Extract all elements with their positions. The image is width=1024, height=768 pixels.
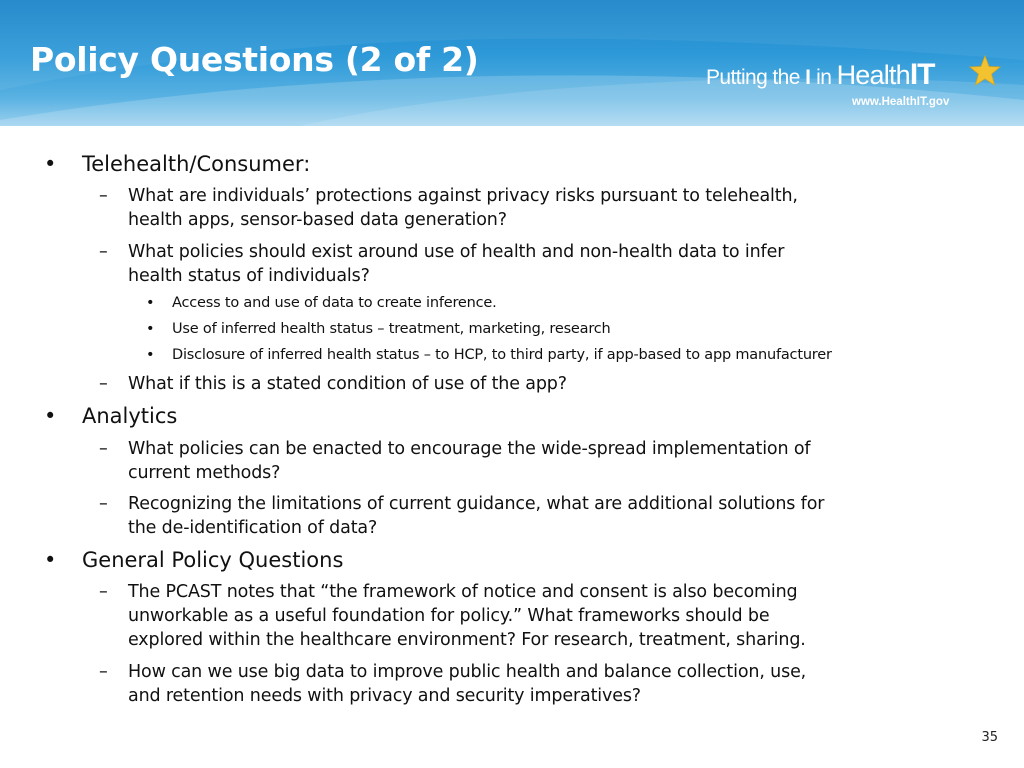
logo-text-health: Health bbox=[836, 60, 910, 90]
sub-bullet-item bbox=[99, 660, 978, 708]
dash-marker: – bbox=[99, 582, 108, 602]
sub-bullet-line: How can we use big data to improve public health and balance collection, use, bbox=[128, 662, 807, 682]
sub-bullet-line: current methods? bbox=[128, 463, 281, 483]
bullet-text: Analytics bbox=[82, 404, 178, 428]
bullet-marker: • bbox=[44, 548, 57, 572]
sub-bullet-line: health apps, sensor-based data generation? bbox=[128, 210, 507, 230]
bullet-marker: • bbox=[146, 295, 155, 311]
bullet-marker: • bbox=[146, 347, 155, 363]
bullet-marker: • bbox=[146, 321, 155, 337]
sub-bullet-item bbox=[99, 372, 978, 396]
sub-bullet-line: unworkable as a useful foundation for policy.” What frameworks should be bbox=[128, 606, 770, 626]
bullet-marker: • bbox=[44, 152, 57, 176]
bullet-item-telehealth bbox=[44, 152, 982, 176]
sub-bullet-item bbox=[99, 437, 978, 485]
logo-text-in: in bbox=[816, 66, 832, 89]
sub-bullet-line: explored within the healthcare environment? For research, treatment, sharing. bbox=[128, 630, 806, 650]
logo-text-it: IT bbox=[909, 58, 935, 91]
logo-url: www.HealthIT.gov bbox=[852, 96, 950, 108]
sub-bullet-line: What if this is a stated condition of use of the app? bbox=[128, 374, 567, 394]
sub-bullet-item bbox=[99, 580, 978, 652]
dash-marker: – bbox=[99, 439, 108, 459]
sub-bullet-line: What policies should exist around use of health and non-health data to infer bbox=[128, 242, 785, 262]
bullet-marker: • bbox=[44, 404, 57, 428]
sub-bullet-line: What are individuals’ protections against privacy risks pursuant to telehealth, bbox=[128, 186, 798, 206]
logo-text-i: I bbox=[805, 66, 811, 89]
sub-bullet-item bbox=[99, 184, 978, 232]
sub-sub-bullet-item bbox=[146, 293, 1002, 313]
sub-sub-bullet-item bbox=[146, 345, 1002, 365]
sub-bullet-line: the de-identification of data? bbox=[128, 518, 378, 538]
sub-bullet-line: health status of individuals? bbox=[128, 266, 370, 286]
sub-bullet-line: Recognizing the limitations of current guidance, what are additional solutions for bbox=[128, 494, 825, 514]
bullet-item-analytics bbox=[44, 404, 982, 428]
sub-bullet-line: and retention needs with privacy and security imperatives? bbox=[128, 686, 641, 706]
sub-bullet-line: What policies can be enacted to encourage the wide-spread implementation of bbox=[128, 439, 811, 459]
sub-bullet-line: The PCAST notes that “the framework of notice and consent is also becoming bbox=[128, 582, 798, 602]
dash-marker: – bbox=[99, 374, 108, 394]
page-number: 35 bbox=[981, 730, 998, 745]
dash-marker: – bbox=[99, 242, 108, 262]
dash-marker: – bbox=[99, 662, 108, 682]
logo-text-putting: Putting the bbox=[706, 66, 800, 89]
dash-marker: – bbox=[99, 186, 108, 206]
bullet-text: Telehealth/Consumer: bbox=[82, 152, 311, 176]
bullet-item-general-policy bbox=[44, 548, 982, 572]
sub-sub-bullet-text: Disclosure of inferred health status – to HCP, to third party, if app-based to app manufacturer bbox=[172, 347, 832, 363]
sub-bullet-item bbox=[99, 492, 978, 540]
bullet-text: General Policy Questions bbox=[82, 548, 344, 572]
sub-sub-bullet-text: Use of inferred health status – treatment, marketing, research bbox=[172, 321, 611, 337]
sub-sub-bullet-text: Access to and use of data to create inference. bbox=[172, 295, 497, 311]
dash-marker: – bbox=[99, 494, 108, 514]
sub-sub-bullet-item bbox=[146, 319, 1002, 339]
sub-bullet-item bbox=[99, 240, 978, 288]
page-title: Policy Questions (2 of 2) bbox=[30, 40, 479, 79]
